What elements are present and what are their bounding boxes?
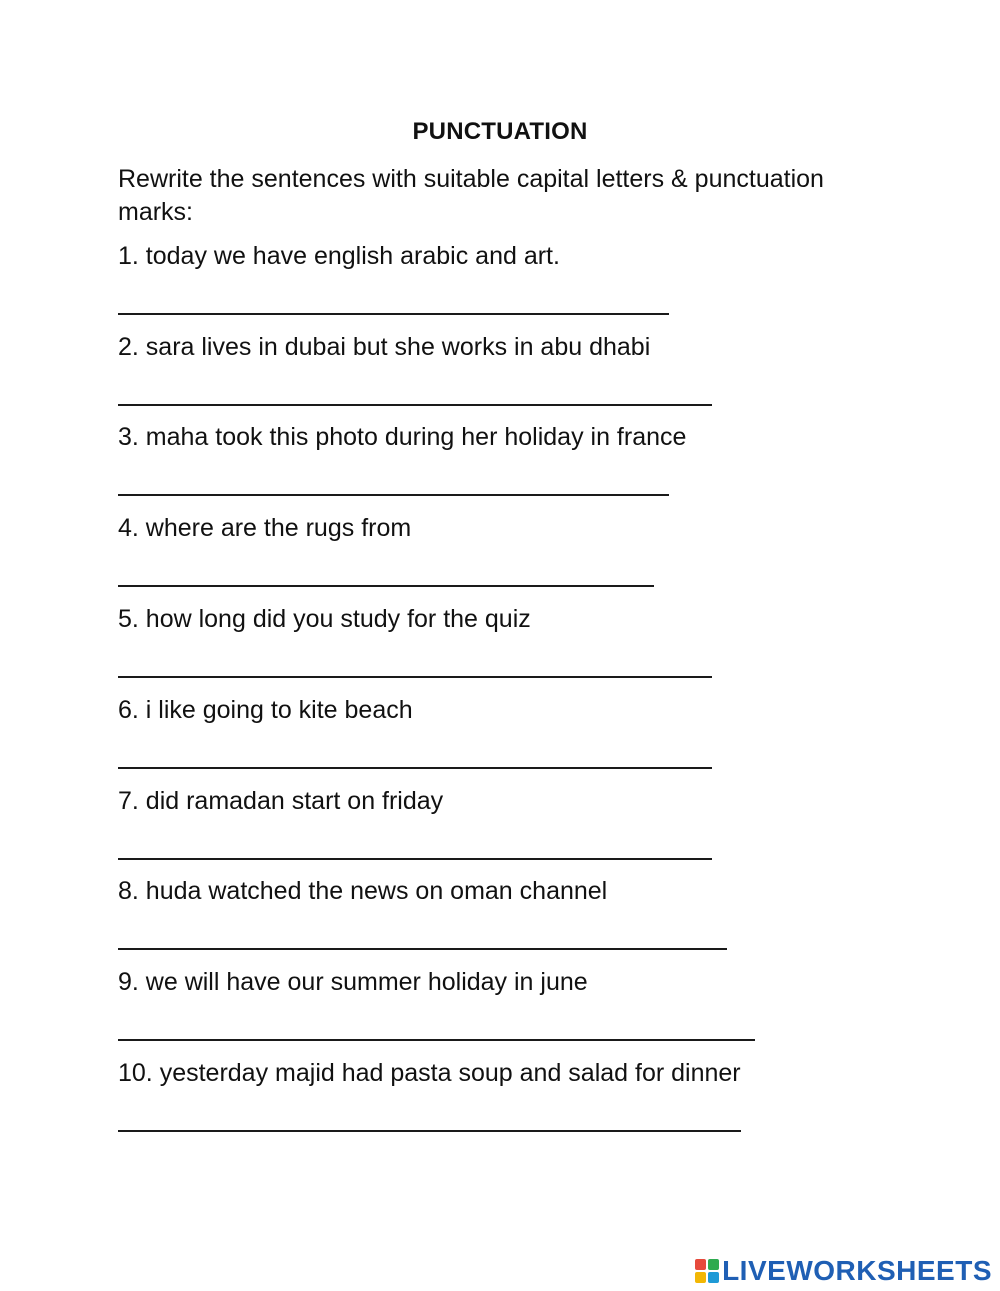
logo-block	[695, 1259, 706, 1270]
logo-block	[708, 1259, 719, 1270]
question-8: 8. huda watched the news on oman channel	[118, 877, 608, 905]
logo-block	[708, 1272, 719, 1283]
answer-line-10[interactable]	[118, 1130, 741, 1132]
answer-line-1[interactable]	[118, 313, 669, 315]
question-7: 7. did ramadan start on friday	[118, 787, 444, 815]
instructions-text: Rewrite the sentences with suitable capital letters & punctuation marks:	[118, 165, 824, 226]
logo-blocks-icon	[695, 1259, 719, 1283]
question-4: 4. where are the rugs from	[118, 514, 412, 542]
question-2: 2. sara lives in dubai but she works in abu dhabi	[118, 333, 651, 361]
logo-block	[695, 1272, 706, 1283]
answer-line-8[interactable]	[118, 948, 727, 950]
logo-text: LIVEWORKSHEETS	[722, 1255, 992, 1286]
answer-line-9[interactable]	[118, 1039, 755, 1041]
answer-line-6[interactable]	[118, 767, 712, 769]
question-9: 9. we will have our summer holiday in june	[118, 968, 588, 996]
answer-line-7[interactable]	[118, 858, 712, 860]
question-5: 5. how long did you study for the quiz	[118, 605, 531, 633]
answer-line-2[interactable]	[118, 404, 712, 406]
worksheet-title: PUNCTUATION	[412, 118, 588, 145]
question-3: 3. maha took this photo during her holiday in france	[118, 423, 687, 451]
answer-line-5[interactable]	[118, 676, 712, 678]
question-10: 10. yesterday majid had pasta soup and salad for dinner	[118, 1059, 741, 1087]
question-6: 6. i like going to kite beach	[118, 696, 413, 724]
liveworksheets-logo	[695, 1255, 992, 1287]
question-1: 1. today we have english arabic and art.	[118, 242, 560, 270]
answer-line-3[interactable]	[118, 494, 669, 496]
answer-line-4[interactable]	[118, 585, 654, 587]
